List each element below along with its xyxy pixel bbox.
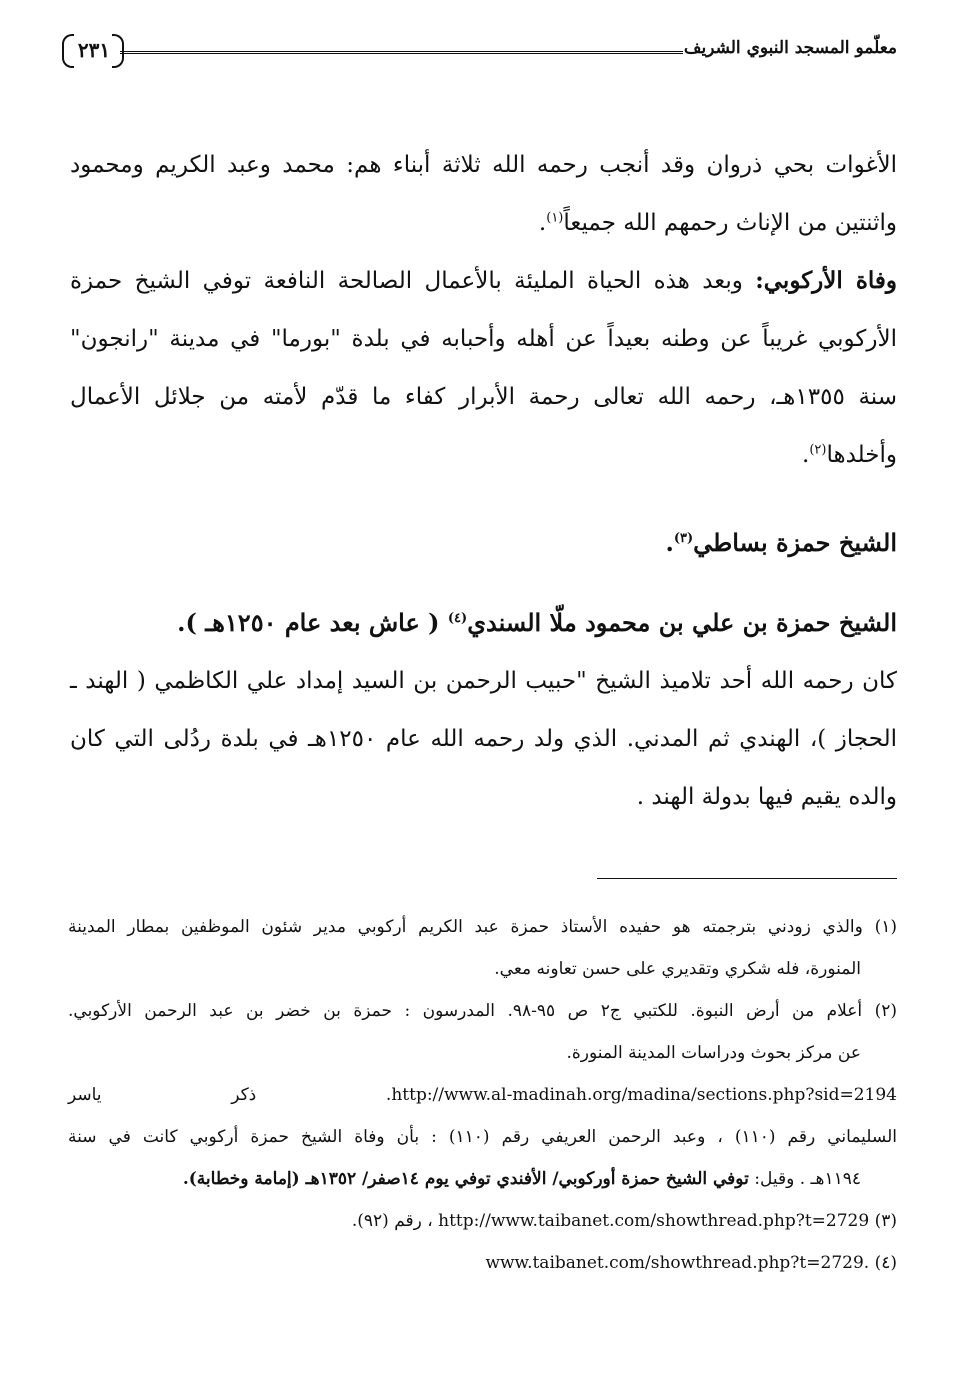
footnote-text: ١١٩٤هـ . وقيل:: [754, 1169, 861, 1189]
footnote-bold-text: توفي الشيخ حمزة أوركوبي/ الأفندي توفي يوم ١٤صفر/ ١٣٥٢هـ (إمامة وخطابة).: [182, 1169, 749, 1189]
footnote-link[interactable]: http://www.taibanet.com/showthread.php?t=2729: [438, 1211, 870, 1231]
spacer: [70, 572, 897, 594]
footnote-line: (١) والذي زودني بترجمته هو حفيده الأستاذ حمزة عبد الكريم أركوبي مدير شئون الموظفين بمطار المدينة: [68, 917, 897, 937]
header-rule: [120, 51, 683, 54]
footnote-line: المنورة، فله شكري وتقديري على حسن تعاونه معي.: [494, 959, 861, 979]
body-text-span: وبعد هذه الحياة المليئة بالأعمال الصالحة النافعة توفي الشيخ حمزة: [70, 268, 743, 294]
body-text-span: واثنتين من الإناث رحمهم الله جميعاً: [563, 210, 897, 236]
footnote-line: http://www.al-madinah.org/madina/sections.php?sid=2194. ذكر ياسر: [68, 1085, 897, 1105]
heading-dates: ( عاش بعد عام ١٢٥٠هـ ).: [177, 608, 440, 637]
footnote-ref: (٣): [673, 531, 694, 546]
section-label: وفاة الأركوبي:: [755, 267, 897, 294]
section-heading: [70, 514, 897, 572]
heading-text: الشيخ حمزة بساطي: [693, 528, 897, 557]
main-text: [70, 136, 897, 826]
punctuation: .: [665, 528, 674, 557]
page-number: ٢٣١: [77, 38, 111, 62]
footnote-line: [68, 1158, 897, 1200]
footnote-number: (٤): [874, 1253, 897, 1273]
footnote-ref: (١): [546, 210, 564, 226]
body-line: والده يقيم فيها بدولة الهند .: [636, 784, 897, 810]
footnote-line: السليماني رقم (١١٠) ، وعبد الرحمن العريفي رقم (١١٠) : بأن وفاة الشيخ حمزة أركوبي كانت في سنة: [68, 1127, 897, 1147]
spacer: [70, 484, 897, 514]
punctuation: .: [802, 442, 810, 468]
running-title: معلّمو المسجد النبوي الشريف: [683, 38, 897, 58]
footnote-ref: (٢): [809, 442, 827, 458]
footnote-link[interactable]: www.taibanet.com/showthread.php?t=2729.: [485, 1253, 870, 1273]
footnote-number: (٣): [874, 1211, 897, 1231]
body-line: [70, 194, 897, 252]
body-line: الأركوبي غريباً عن وطنه بعيداً عن أهله وأحبابه في بلدة "بورما" في مدينة "رانجون": [70, 326, 897, 352]
footnote-ref: (٤): [447, 611, 468, 626]
footnote-separator: [597, 878, 897, 879]
footnote-line: عن مركز بحوث ودراسات المدينة المنورة.: [566, 1043, 861, 1063]
body-text-span: وأخلدها: [826, 442, 897, 468]
footnote-line: (٢) أعلام من أرض النبوة. للكتبي ج٢ ص ٩٥-٩٨. المدرسون : حمزة بن خضر بن عبد الرحمن الأركوبي.: [68, 1001, 897, 1021]
body-line: الأغوات بحي ذروان وقد أنجب رحمه الله ثلاثة أبناء هم: محمد وعبد الكريم ومحمود: [70, 152, 897, 178]
body-line: الحجاز )، الهندي ثم المدني. الذي ولد رحمه الله عام ١٢٥٠هـ في بلدة ردُلى التي كان: [70, 726, 897, 752]
footnote-line: [68, 1242, 897, 1284]
body-line: سنة ١٣٥٥هـ، رحمه الله تعالى رحمة الأبرار كفاء ما قدّم لأمته من جلائل الأعمال: [70, 384, 897, 410]
section-heading: [70, 594, 897, 652]
footnotes: [68, 906, 897, 1284]
footnote-text: ، رقم (٩٢).: [351, 1211, 433, 1231]
footnote-line: [68, 1200, 897, 1242]
body-line: [70, 252, 897, 310]
body-line: كان رحمه الله أحد تلاميذ الشيخ "حبيب الرحمن بن السيد إمداد علي الكاظمي ( الهند ـ: [70, 668, 897, 694]
heading-text: الشيخ حمزة بن علي بن محمود ملّا السندي: [467, 608, 897, 637]
punctuation: .: [538, 210, 547, 236]
body-line: [70, 426, 897, 484]
